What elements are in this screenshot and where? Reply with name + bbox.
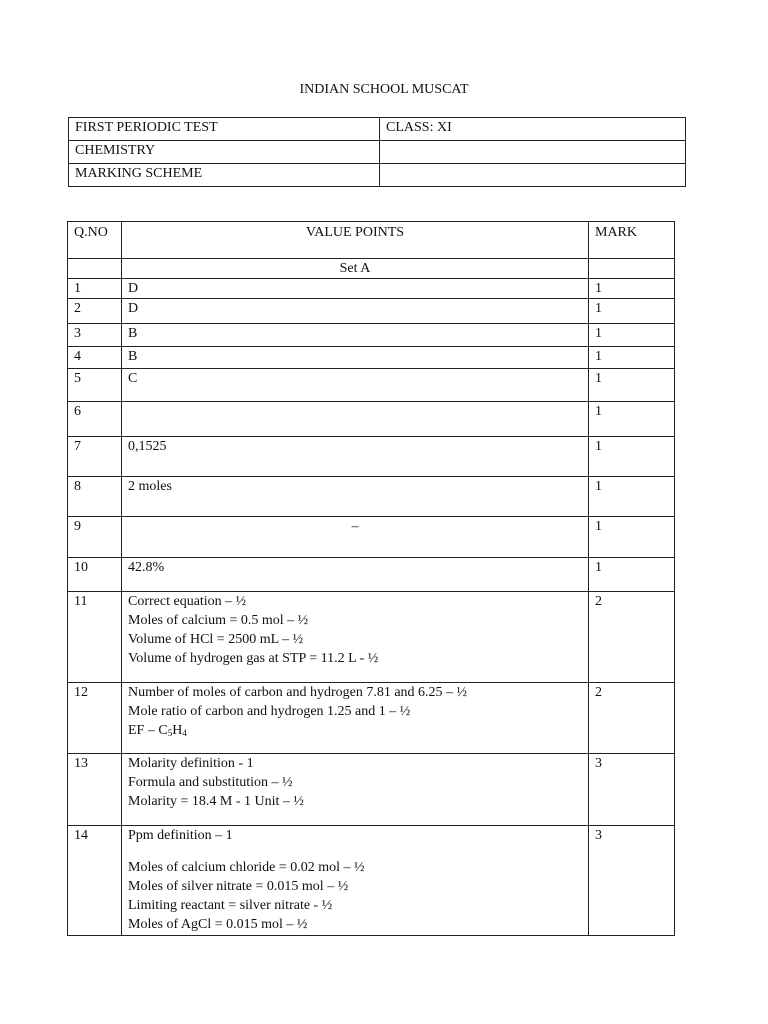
mark: 1	[589, 279, 675, 299]
header-table	[68, 117, 686, 187]
value-point: –	[122, 517, 589, 558]
value-point: Molarity definition - 1	[128, 756, 254, 771]
q-number: 10	[68, 558, 122, 592]
value-point: Formula and substitution – ½	[128, 775, 293, 790]
mark: 1	[589, 299, 675, 324]
q-number: 8	[68, 477, 122, 517]
value-point: Moles of calcium = 0.5 mol – ½	[128, 613, 309, 628]
value-point: Mole ratio of carbon and hydrogen 1.25 and 1 – ½	[128, 704, 411, 719]
value-points	[122, 754, 589, 826]
value-point: B	[122, 347, 589, 369]
doc-type: MARKING SCHEME	[69, 164, 380, 187]
table-row	[68, 299, 675, 324]
table-row	[68, 477, 675, 517]
subject: CHEMISTRY	[69, 141, 380, 164]
table-row	[68, 324, 675, 347]
q-number: 1	[68, 279, 122, 299]
mark: 1	[589, 477, 675, 517]
value-point: D	[122, 279, 589, 299]
table-row	[68, 826, 675, 936]
empirical-formula: EF – $C_5H_4$	[128, 723, 187, 738]
value-point: 42.8%	[122, 558, 589, 592]
col-header-value-points: VALUE POINTS	[122, 222, 589, 259]
value-point: Limiting reactant = silver nitrate - ½	[128, 898, 333, 913]
set-label: Set A	[122, 259, 589, 279]
mark: 1	[589, 369, 675, 402]
empty-cell	[68, 259, 122, 279]
value-point: Molarity = 18.4 M - 1 Unit – ½	[128, 794, 304, 809]
table-row	[68, 517, 675, 558]
table-row	[68, 683, 675, 754]
q-number: 9	[68, 517, 122, 558]
value-point: Ppm definition – 1	[128, 828, 233, 843]
q-number: 13	[68, 754, 122, 826]
q-number: 4	[68, 347, 122, 369]
q-number: 12	[68, 683, 122, 754]
school-title: INDIAN SCHOOL MUSCAT	[299, 82, 469, 97]
col-header-qno: Q.NO	[68, 222, 122, 259]
mark: 1	[589, 517, 675, 558]
table-row	[68, 347, 675, 369]
empty-cell	[380, 164, 686, 187]
test-name: FIRST PERIODIC TEST	[69, 118, 380, 141]
table-row	[68, 558, 675, 592]
mark: 3	[589, 826, 675, 936]
q-number: 14	[68, 826, 122, 936]
value-points	[122, 683, 589, 754]
value-point: 0,1525	[122, 437, 589, 477]
value-point: Correct equation – ½	[128, 594, 247, 609]
class-label: CLASS: XI	[380, 118, 686, 141]
empty-cell	[380, 141, 686, 164]
empty-cell	[589, 259, 675, 279]
value-point: Moles of AgCl = 0.015 mol – ½	[128, 917, 308, 932]
table-row	[68, 437, 675, 477]
q-number: 11	[68, 592, 122, 683]
table-row	[68, 592, 675, 683]
value-point: 2 moles	[122, 477, 589, 517]
mark: 1	[589, 347, 675, 369]
mark: 2	[589, 592, 675, 683]
q-number: 7	[68, 437, 122, 477]
value-point: Moles of silver nitrate = 0.015 mol – ½	[128, 879, 349, 894]
mark: 1	[589, 324, 675, 347]
mark: 1	[589, 558, 675, 592]
mark: 1	[589, 402, 675, 437]
set-row	[68, 259, 675, 279]
q-number: 3	[68, 324, 122, 347]
table-row	[68, 369, 675, 402]
mark: 2	[589, 683, 675, 754]
value-point: Moles of calcium chloride = 0.02 mol – ½	[128, 860, 365, 875]
table-header-row	[68, 222, 675, 259]
value-points	[122, 592, 589, 683]
value-point: Number of moles of carbon and hydrogen 7.81 and 6.25 – ½	[128, 685, 468, 700]
value-point: B	[122, 324, 589, 347]
q-number: 6	[68, 402, 122, 437]
value-point	[122, 402, 589, 437]
value-point: D	[122, 299, 589, 324]
value-point: C	[122, 369, 589, 402]
q-number: 2	[68, 299, 122, 324]
value-points	[122, 826, 589, 936]
mark: 1	[589, 437, 675, 477]
table-row	[68, 279, 675, 299]
table-row	[68, 754, 675, 826]
marking-scheme-table	[67, 221, 675, 936]
value-point: Volume of hydrogen gas at STP = 11.2 L - ½	[128, 651, 379, 666]
q-number: 5	[68, 369, 122, 402]
value-point: Volume of HCl = 2500 mL – ½	[128, 632, 304, 647]
table-row	[68, 402, 675, 437]
mark: 3	[589, 754, 675, 826]
col-header-mark: MARK	[589, 222, 675, 259]
